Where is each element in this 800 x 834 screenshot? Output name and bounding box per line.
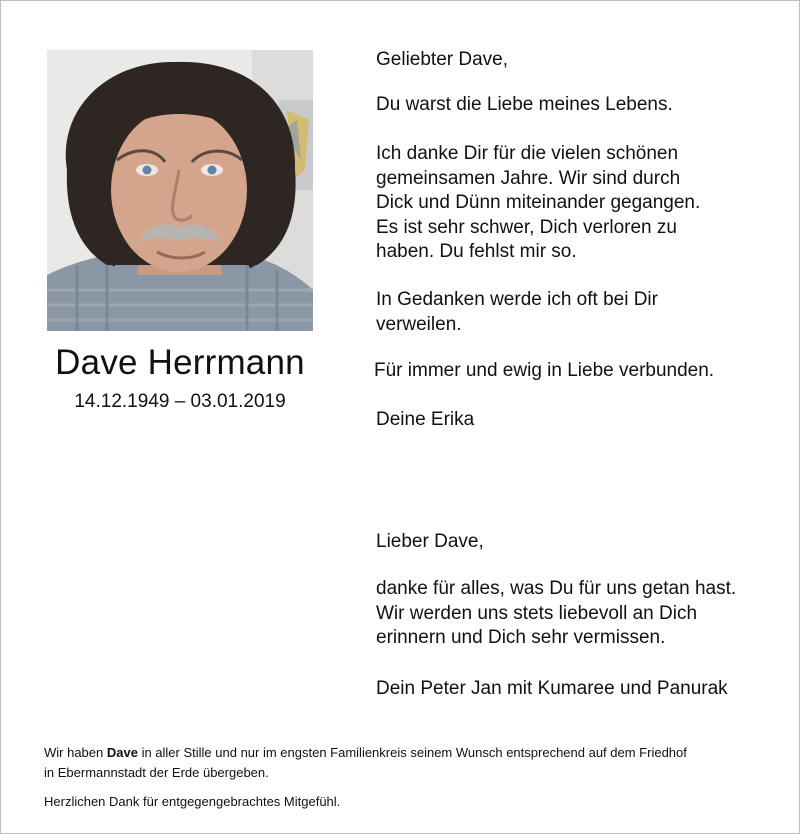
text-line: Es ist sehr schwer, Dich verloren zu bbox=[376, 216, 677, 238]
text-line: Wir werden uns stets liebevoll an Dich bbox=[376, 602, 698, 624]
letter1-paragraph-2 bbox=[376, 142, 700, 265]
text-line: erinnern und Dich sehr vermissen. bbox=[376, 627, 666, 648]
letter1-signature: Deine Erika bbox=[376, 409, 475, 430]
burial-pre-text: Wir haben bbox=[44, 745, 107, 760]
thanks-note: Herzlichen Dank für entgegengebrachtes Mitgefühl. bbox=[44, 794, 341, 809]
text-line: verweilen. bbox=[376, 313, 462, 335]
letter1-salutation: Geliebter Dave, bbox=[376, 49, 509, 70]
text-line: Dick und Dünn miteinander gegangen. bbox=[376, 192, 701, 213]
burial-notice-line-1 bbox=[44, 743, 687, 763]
letter1-paragraph-4: Für immer und ewig in Liebe verbunden. bbox=[374, 360, 715, 381]
text-line: gemeinsamen Jahre. Wir sind durch bbox=[376, 167, 681, 189]
letter1-paragraph-3 bbox=[376, 288, 658, 337]
deceased-name: Dave Herrmann bbox=[55, 343, 305, 382]
letter2-salutation: Lieber Dave, bbox=[376, 531, 484, 552]
letter2-paragraph-1 bbox=[376, 577, 736, 651]
burial-notice-line-2: in Ebermannstadt der Erde übergeben. bbox=[44, 765, 269, 780]
burial-notice bbox=[44, 743, 687, 783]
portrait-photo bbox=[47, 50, 313, 331]
burial-post-text: in aller Stille und nur im engsten Familienkreis seinem Wunsch entsprechend auf dem Friedhof bbox=[137, 745, 687, 760]
text-line: haben. Du fehlst mir so. bbox=[376, 241, 577, 262]
text-line: danke für alles, was Du für uns getan hast. bbox=[376, 578, 737, 599]
burial-name: Dave bbox=[106, 745, 138, 760]
text-line: In Gedanken werde ich oft bei Dir bbox=[376, 289, 658, 310]
letter2-signature: Dein Peter Jan mit Kumaree und Panurak bbox=[376, 678, 728, 699]
life-dates: 14.12.1949 – 03.01.2019 bbox=[74, 391, 286, 412]
text-line: Ich danke Dir für die vielen schönen bbox=[376, 143, 679, 164]
letter1-paragraph-1: Du warst die Liebe meines Lebens. bbox=[376, 94, 673, 115]
